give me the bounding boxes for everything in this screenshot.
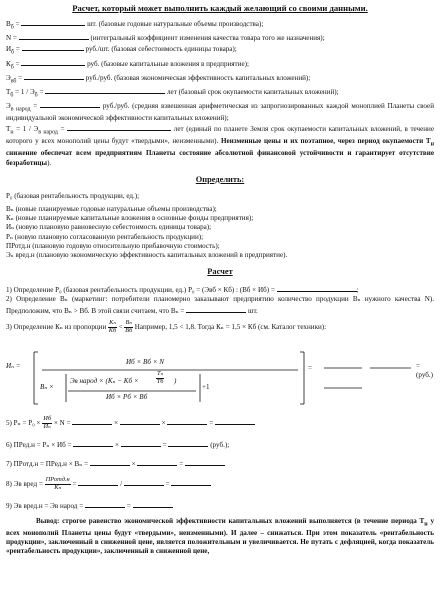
step-text: Например, 1,5 < 1,8. Тогда Кₙ = 1,5 × Кб (см. Каталог техники):	[134, 322, 327, 331]
input-blank[interactable]	[121, 439, 161, 447]
eq: =	[57, 125, 68, 134]
step-text: (руб.);	[210, 440, 230, 449]
eq: =	[13, 20, 22, 29]
input-blank[interactable]	[124, 478, 164, 486]
define-item: Эₙ вред.н (плановую экономическую эффективность капитальных вложений в предприятие).	[6, 251, 288, 260]
var-symbol: Т	[6, 125, 11, 134]
define-item: ПРотд.н (плановую годовую относительную прибавочную стоимость);	[6, 241, 220, 250]
frac-num: Tₙ	[157, 370, 164, 378]
fraction-pr-kn	[45, 477, 71, 491]
define-item: Иₙ (новую плановую равновесную себестоимость единицы товара);	[6, 223, 212, 232]
conclusion-text: строгое равенство экономической эффективности капитальных вложений выполняется (в течение периода Т	[59, 516, 425, 525]
input-blank[interactable]	[215, 417, 255, 425]
var-sub: н	[430, 141, 435, 148]
define-item: Вₙ (новые планируемые годовые натуральные объемы производства);	[6, 204, 217, 213]
define-header: Определить:	[195, 174, 245, 184]
eq: =	[11, 34, 19, 43]
bold-statement-tail: снижение обеспечат всем предприятиям Планеты состояние абсолютной финансовой устойчивости и гарантирует отсутствие безработицы	[6, 149, 434, 167]
input-blank[interactable]	[277, 284, 357, 292]
input-blank[interactable]	[133, 500, 173, 508]
var-symbol: И	[6, 45, 12, 54]
var-sub: б	[10, 63, 14, 70]
step-3: 3) Определение Кₙ из пропорции $\frac{\text{Kₙ}}{Kб}$ < $\frac{\text{Bₙ}}{Bб}$ Например, 1,5 < 1,8. Тогда Кₙ = 1,5 × Кб (см. Каталог техники):	[6, 318, 327, 334]
step-8: 8) Эв вред = $\frac{\text{ПРотд.н}}{\text{Kₙ}}$ = / =	[6, 477, 434, 491]
var-symbol: Э	[6, 101, 11, 110]
define-item: Рₙ (новую плановую согласованную рентабельность продукции);	[6, 232, 204, 241]
formula-plus1: +1	[202, 383, 210, 392]
define-item: Р₀ (базовая рентабельность продукции, ед.);	[6, 191, 140, 200]
document-title: Расчет, который может выполнить каждый желающий со своими данными.	[72, 3, 368, 13]
step-text: 1) Определение Р₀ (базовая рентабельность продукции, ед.) Р₀ = (Эвб × Кб) : (Вб × Иб) =	[6, 286, 277, 295]
input-blank[interactable]	[167, 417, 207, 425]
conclusion-text2: у всех монополий Планеты цены будут «твердыми», неизменными). И далее – снижаться. При этом показатель «рентабельность продукции», заключенный в сниженной цене, является положительным и увеличивается. Не путать с дефляцией, когда показатель «рентабельность продукции», заключенный в сниженной цене,	[6, 516, 434, 556]
given-desc: руб./руб. (средняя взвешенная арифметическая из запрогнозированных каждой моноплией Планеты своей индивидуальной экономической эффективности капитальных вложений);	[6, 101, 434, 122]
frac-den: Иₙ	[43, 422, 51, 430]
var-symbol: К	[6, 59, 11, 68]
punct: ).	[47, 158, 52, 167]
eq: =	[16, 73, 24, 82]
fraction-ib-in	[42, 416, 52, 430]
eq: =	[14, 45, 22, 54]
eq: = 1 / Э	[13, 125, 39, 134]
var-sub: в народ	[10, 106, 31, 113]
input-blank[interactable]	[185, 458, 225, 466]
input-blank[interactable]	[21, 18, 85, 26]
step-9	[6, 500, 434, 511]
var-symbol: N	[6, 34, 12, 43]
given-line-esred	[6, 100, 434, 123]
eq: =	[37, 87, 46, 96]
input-blank[interactable]	[45, 86, 165, 94]
var-symbol: В	[6, 20, 11, 29]
given-desc: руб./руб. (базовая экономическая эффективность капитальных вложений);	[85, 73, 311, 82]
document-page	[0, 3, 440, 603]
eq: = 1 / Э	[13, 87, 35, 96]
formula-tail: = (руб.)	[416, 362, 434, 380]
given-desc: шт. (базовые годовые натуральные объемы производства);	[87, 20, 264, 29]
var-symbol: Э	[6, 73, 11, 82]
formula-4-lines	[6, 340, 434, 412]
var-sub: б	[10, 24, 14, 31]
calc-header: Расчет	[207, 267, 233, 277]
var-sub: в народ	[38, 129, 58, 136]
step-text: шт.	[246, 306, 258, 315]
step-text: =	[124, 501, 133, 510]
frac-num: Иб	[43, 415, 52, 423]
given-line-tn	[6, 123, 434, 168]
step-text: 3) Определение Кₙ из пропорции	[6, 322, 107, 331]
conclusion	[6, 517, 434, 557]
formula-eq: =	[308, 364, 313, 373]
frac-den: Bб	[125, 326, 133, 334]
input-blank[interactable]	[78, 478, 118, 486]
fraction-bn-bb	[124, 320, 133, 334]
conclusion-label: Вывод:	[36, 516, 60, 525]
formula-num-top: Иб × Bб × N	[126, 358, 164, 367]
given-desc: руб. (базовые капитальные вложения в предприятие);	[87, 59, 249, 68]
given-desc: руб./шт. (базовая себестоимость единицы товара);	[85, 45, 237, 54]
step-text: Вₙ нужного качества N). Предположим, что Вₙ > Вб. В этой связи считаем, что Вₙ =	[6, 295, 435, 315]
given-line-ib	[6, 43, 434, 57]
given-line-tb	[6, 86, 434, 100]
input-blank[interactable]	[19, 32, 89, 40]
formula-inner-b: )	[174, 377, 177, 386]
step-text: 2) Определение Вₙ (маркетинг: потребители планомерно заказывают предприятию количество продукции	[6, 295, 349, 304]
step-text: 8)	[6, 479, 12, 488]
frac-den: Kб	[108, 326, 117, 334]
var-sub: н	[10, 129, 14, 136]
input-blank[interactable]	[90, 458, 130, 466]
input-blank[interactable]	[120, 417, 160, 425]
frac-num: Bₙ	[125, 318, 132, 326]
input-blank[interactable]	[137, 458, 177, 466]
input-blank[interactable]	[24, 72, 84, 80]
input-blank[interactable]	[72, 417, 112, 425]
given-desc: (интегральный коэффициент изменения качества товара того же назначения);	[90, 34, 325, 43]
input-blank[interactable]	[22, 43, 84, 51]
frac-num: ПРотд.н	[45, 476, 70, 484]
formula-den-mid: Иб × Pб × Bб	[106, 393, 148, 402]
input-blank[interactable]	[40, 100, 100, 108]
input-blank[interactable]	[186, 305, 246, 313]
step-1: 1) Определение Р₀ (базовая рентабельность продукции, ед.) Р₀ = (Эвб × Кб) : (Вб × Иб) = ;	[6, 286, 359, 295]
formula-4	[6, 340, 434, 412]
formula-bn: Bₙ ×	[40, 383, 54, 392]
bold-statement: Неизменные цены и их поэтапное, через период окупаемости Т	[220, 137, 431, 146]
define-item: Кₙ (новые планируемые капитальные вложения в основные фонды предприятия);	[6, 214, 254, 223]
given-line-n	[6, 32, 434, 43]
given-desc: лет (единый по планете Земля срок окупаемости капитальных вложений, в течение которого у всех монополий цены будут «твердыми», неизменными).	[6, 125, 434, 146]
input-blank[interactable]	[21, 58, 85, 66]
step-6: 6) ПРед.н = Рₙ × Иб = × = (руб.);	[6, 440, 230, 449]
eq: =	[13, 59, 22, 68]
step-5: 5) Рₙ = Р₀ × $\frac{Иб}{\text{Иₙ}}$ × N = × × =	[6, 416, 434, 430]
given-line-vb	[6, 18, 434, 32]
input-blank[interactable]	[171, 478, 211, 486]
var-symbol: Т	[6, 87, 11, 96]
step-text: Эв вред =	[13, 479, 43, 488]
given-desc: лет (базовый срок окупаемости капитальных вложений);	[167, 87, 339, 96]
input-blank[interactable]	[73, 439, 113, 447]
fraction-kn-kb	[108, 320, 117, 334]
eq: =	[30, 101, 41, 110]
formula-inner-a: Эв народ × (Kₙ − Kб ×	[70, 377, 139, 386]
var-sub: б	[10, 92, 14, 99]
frac-den: Tб	[156, 377, 164, 385]
step-text: 5) Рₙ = Р₀ ×	[6, 419, 41, 428]
step-text: 9) Эв вред.н = Эв народ =	[6, 501, 85, 510]
step-2	[6, 295, 434, 315]
var-sub: б	[11, 49, 15, 56]
given-line-kb	[6, 58, 434, 72]
given-line-evb	[6, 72, 434, 86]
input-blank[interactable]	[85, 500, 125, 508]
frac-num: Kₙ	[109, 318, 116, 326]
var-sub: вб	[10, 78, 17, 85]
step-text: × N =	[53, 419, 73, 428]
formula-lhs: Иₙ =	[6, 362, 21, 371]
step-7: 7) ПРотд.н = ПРед.н × Вₙ = × =	[6, 458, 434, 469]
var-sub: н	[424, 521, 428, 528]
input-blank[interactable]	[67, 123, 171, 131]
step-text: 6) ПРед.н = Рₙ × Иб =	[6, 440, 74, 449]
input-blank[interactable]	[168, 439, 208, 447]
step-text: 7) ПРотд.н = ПРед.н × Вₙ =	[6, 459, 90, 468]
step-text: =	[72, 479, 77, 488]
fraction-tn-tb	[156, 371, 164, 385]
var-sub: б	[34, 92, 38, 99]
frac-den: Kₙ	[54, 483, 62, 491]
